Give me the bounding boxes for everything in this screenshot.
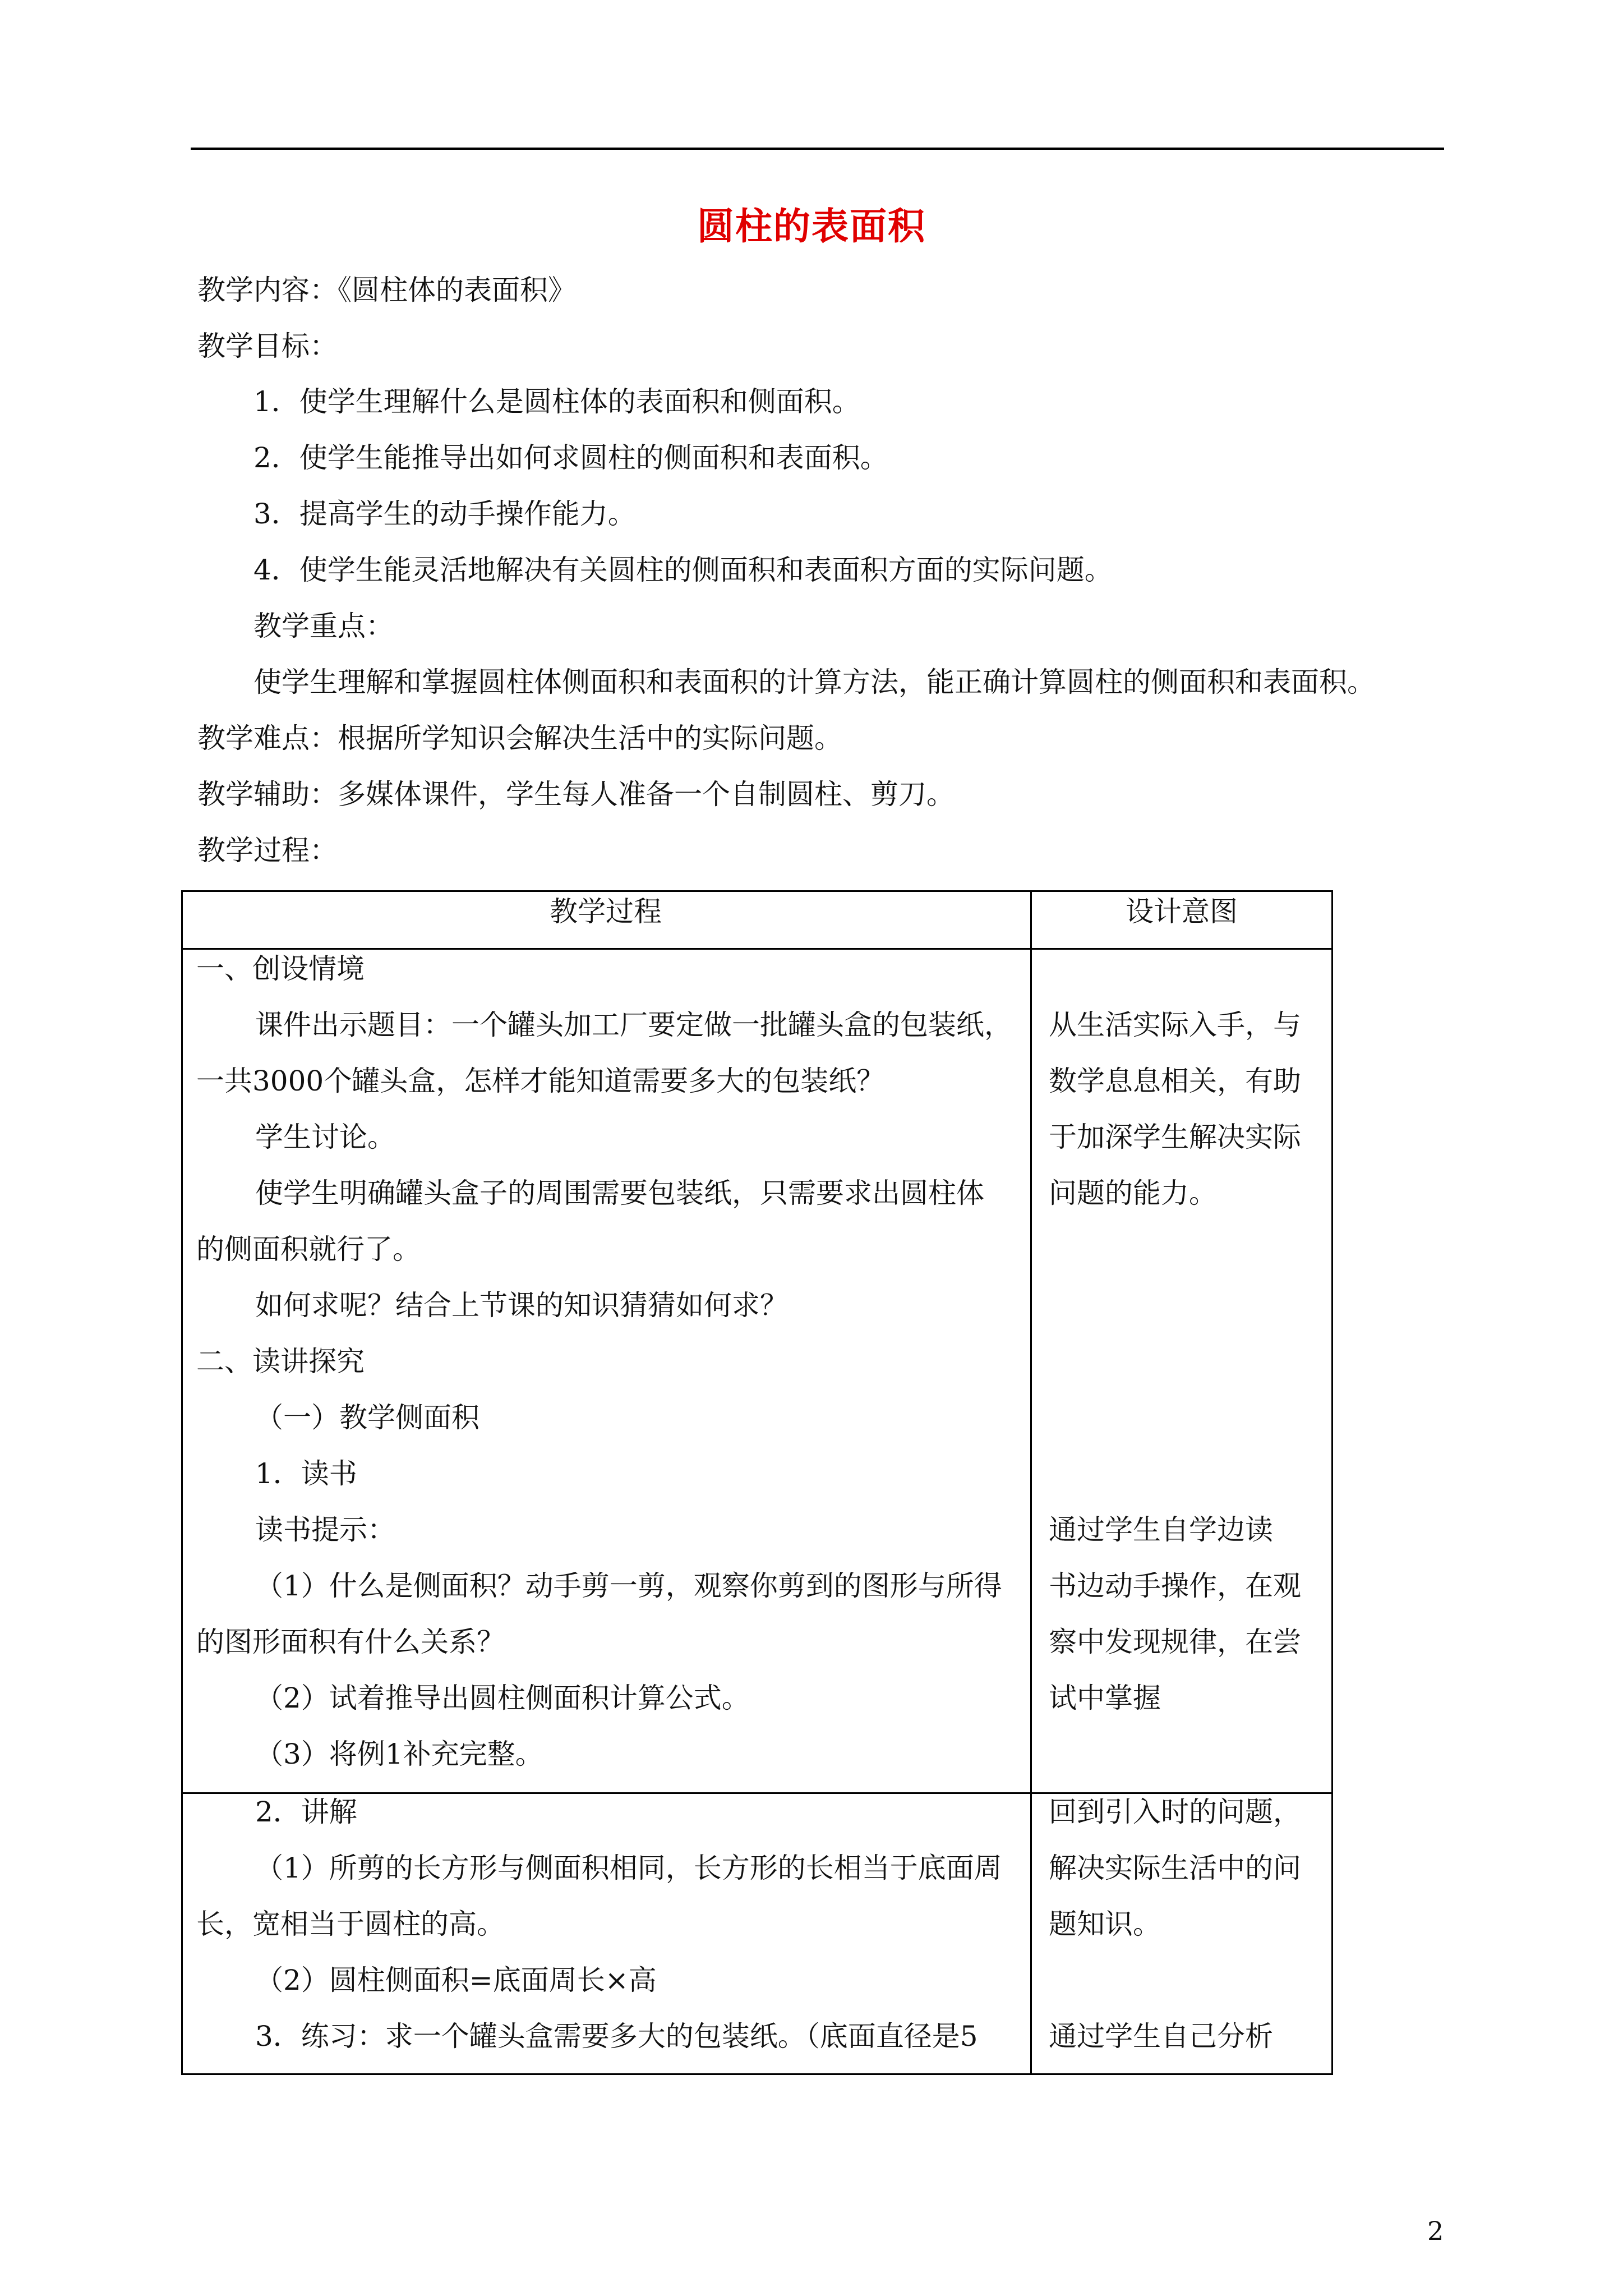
intent-line: 试中掌握 xyxy=(1049,1682,1161,1714)
goal-item: 2．使学生能推导出如何求圆柱的侧面积和表面积。 xyxy=(253,441,888,474)
process-line: 二、读讲探究 xyxy=(196,1345,365,1378)
intent-line: 题知识。 xyxy=(1049,1908,1161,1940)
table-column-divider xyxy=(1030,890,1032,2075)
goal-item: 4．使学生能灵活地解决有关圆柱的侧面积和表面积方面的实际问题。 xyxy=(253,554,1113,586)
teaching-goals-heading: 教学目标： xyxy=(197,330,338,362)
process-line: 读书提示： xyxy=(255,1513,395,1546)
process-line: 的侧面积就行了。 xyxy=(196,1233,421,1266)
header-rule xyxy=(191,148,1444,150)
page-number: 2 xyxy=(1427,2216,1444,2246)
intent-line: 回到引入时的问题， xyxy=(1049,1796,1301,1828)
process-line: （2）圆柱侧面积=底面周长×高 xyxy=(255,1964,657,1996)
intent-line: 书边动手操作，在观 xyxy=(1049,1570,1301,1602)
table-header-divider xyxy=(181,948,1333,950)
process-line: 如何求呢？结合上节课的知识猜猜如何求？ xyxy=(255,1289,788,1322)
intent-line: 通过学生自学边读 xyxy=(1049,1513,1273,1546)
key-points-heading: 教学重点： xyxy=(253,610,394,642)
process-line: （3）将例1补充完整。 xyxy=(255,1738,543,1770)
process-line: （1）所剪的长方形与侧面积相同，长方形的长相当于底面周 xyxy=(255,1852,1002,1884)
intent-line: 察中发现规律，在尝 xyxy=(1049,1626,1301,1658)
process-line: 一、创设情境 xyxy=(196,953,365,985)
intent-line: 从生活实际入手，与 xyxy=(1049,1009,1301,1041)
intent-line: 解决实际生活中的问 xyxy=(1049,1852,1301,1884)
process-line: 一共3000个罐头盒，怎样才能知道需要多大的包装纸？ xyxy=(196,1065,885,1097)
process-heading: 教学过程： xyxy=(197,834,338,867)
page-title: 圆柱的表面积 xyxy=(697,204,926,248)
process-line: 使学生明确罐头盒子的周围需要包装纸，只需要求出圆柱体 xyxy=(255,1177,984,1209)
table-row-divider xyxy=(181,1792,1333,1794)
process-line: （2）试着推导出圆柱侧面积计算公式。 xyxy=(255,1682,750,1714)
process-line: （一）教学侧面积 xyxy=(255,1401,479,1434)
intent-line: 问题的能力。 xyxy=(1049,1177,1217,1209)
teaching-content: 教学内容：《圆柱体的表面积》 xyxy=(197,274,576,306)
table-header-process: 教学过程 xyxy=(550,895,662,928)
difficulty-text: 教学难点：根据所学知识会解决生活中的实际问题。 xyxy=(197,722,842,754)
process-line: 1．读书 xyxy=(255,1457,357,1490)
process-line: 课件出示题目：一个罐头加工厂要定做一批罐头盒的包装纸， xyxy=(255,1009,1012,1041)
intent-line: 数学息息相关，有助 xyxy=(1049,1065,1301,1097)
intent-line: 通过学生自己分析 xyxy=(1049,2020,1273,2053)
goal-item: 1．使学生理解什么是圆柱体的表面积和侧面积。 xyxy=(253,385,860,418)
intent-line: 于加深学生解决实际 xyxy=(1049,1121,1301,1153)
process-line: （1）什么是侧面积？动手剪一剪，观察你剪到的图形与所得 xyxy=(255,1570,1002,1602)
process-line: 3．练习：求一个罐头盒需要多大的包装纸。（底面直径是5 xyxy=(255,2020,978,2053)
process-line: 长，宽相当于圆柱的高。 xyxy=(196,1908,505,1940)
key-points-text: 使学生理解和掌握圆柱体侧面积和表面积的计算方法，能正确计算圆柱的侧面积和表面积。 xyxy=(253,666,1375,698)
process-line: 学生讨论。 xyxy=(255,1121,395,1153)
goal-item: 3．提高学生的动手操作能力。 xyxy=(253,498,636,530)
process-line: 2．讲解 xyxy=(255,1796,357,1828)
table-header-intent: 设计意图 xyxy=(1126,895,1238,928)
aids-text: 教学辅助：多媒体课件，学生每人准备一个自制圆柱、剪刀。 xyxy=(197,778,955,811)
process-line: 的图形面积有什么关系？ xyxy=(196,1626,505,1658)
